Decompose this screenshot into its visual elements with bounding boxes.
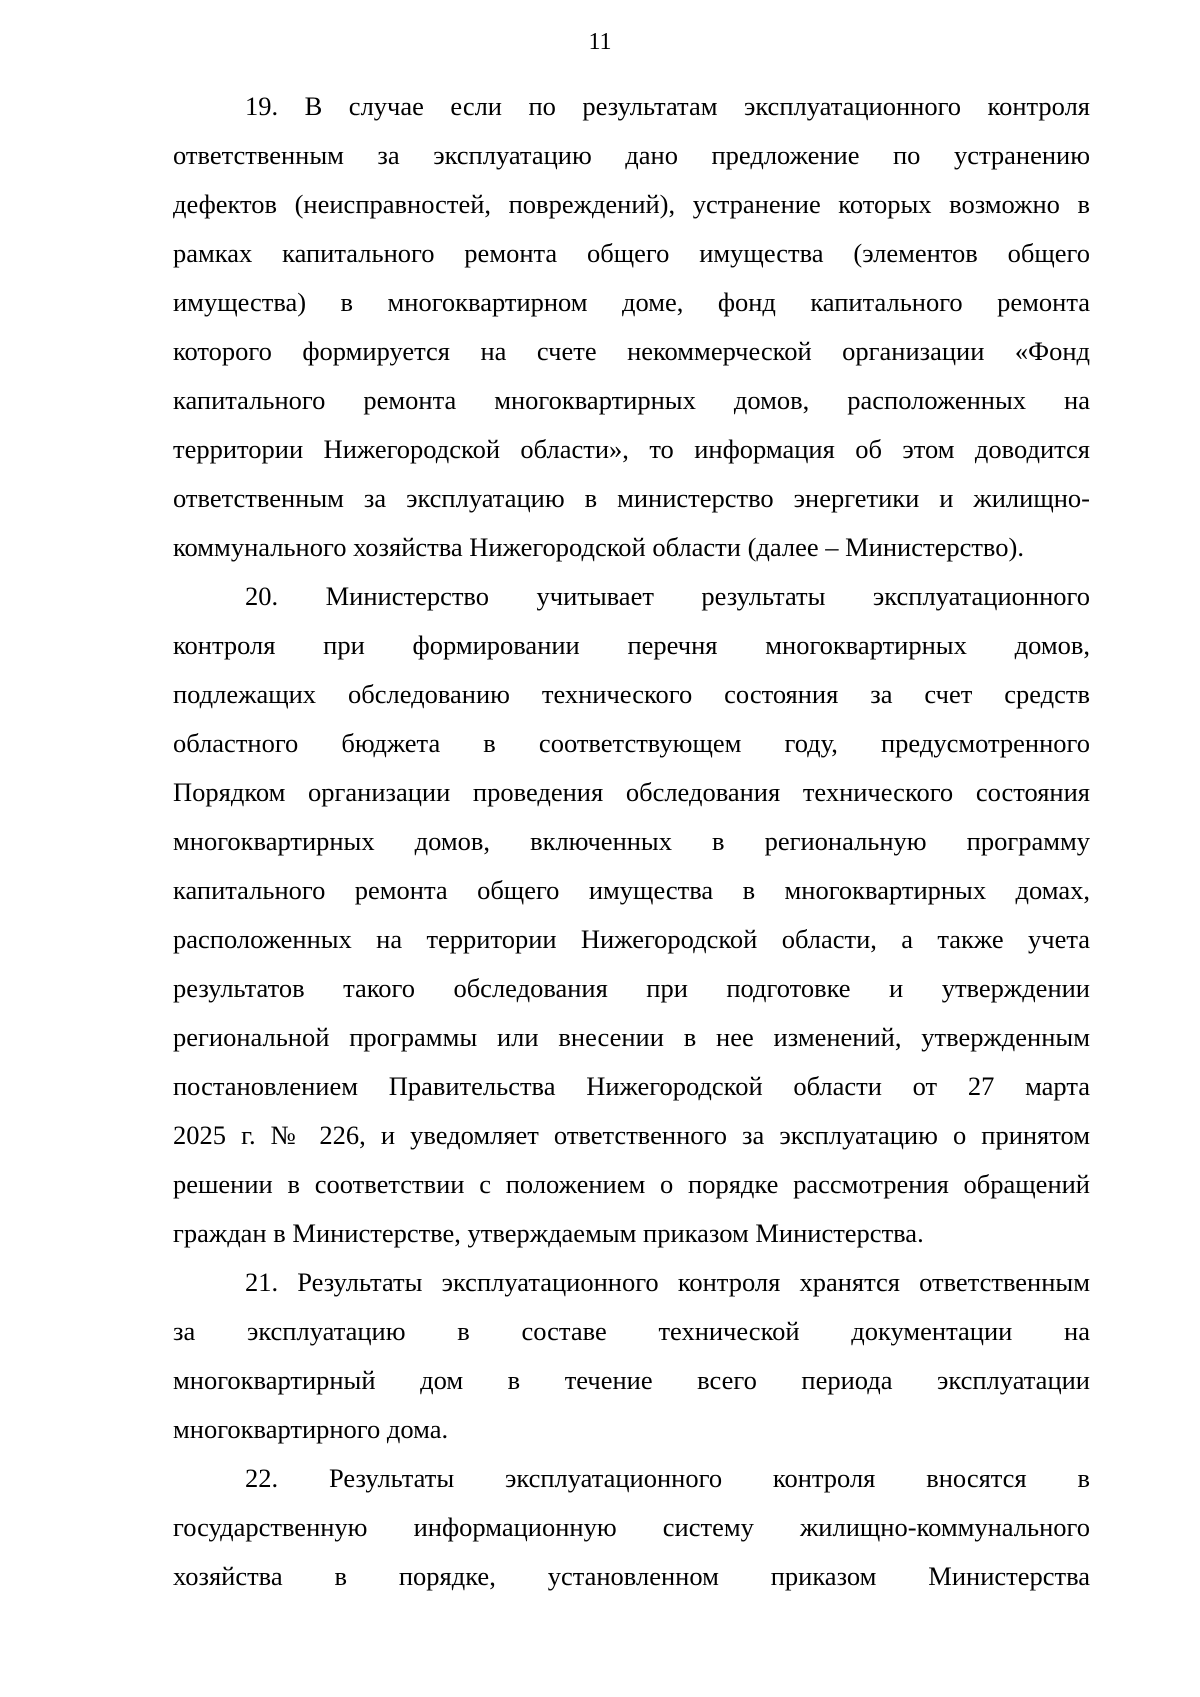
text-line: результатов такого обследования при подготовке и утверждении: [173, 973, 1090, 1003]
text-line: капитального ремонта многоквартирных домов, расположенных на: [173, 385, 1090, 415]
text-line: областного бюджета в соответствующем году, предусмотренного: [173, 728, 1090, 758]
text-line: хозяйства в порядке, установленном приказом Министерства: [173, 1561, 1090, 1591]
paragraph-20: [173, 572, 1090, 1258]
text-line: дефектов (неисправностей, повреждений), устранение которых возможно в: [173, 189, 1090, 219]
text-line: коммунального хозяйства Нижегородской области (далее – Министерство).: [173, 532, 1024, 562]
text-line: расположенных на территории Нижегородской области, а также учета: [173, 924, 1090, 954]
text-line: многоквартирного дома.: [173, 1414, 449, 1444]
text-line: имущества) в многоквартирном доме, фонд капитального ремонта: [173, 287, 1090, 317]
text-line: Порядком организации проведения обследования технического состояния: [173, 777, 1090, 807]
paragraph-21: [173, 1258, 1090, 1454]
text-line: рамках капитального ремонта общего имущества (элементов общего: [173, 238, 1090, 268]
text-line: постановлением Правительства Нижегородской области от 27 марта: [173, 1071, 1090, 1101]
text-line: граждан в Министерстве, утверждаемым приказом Министерства.: [173, 1218, 924, 1248]
text-line: 19. В случае если по результатам эксплуатационного контроля: [245, 91, 1090, 121]
document-body: [173, 82, 1090, 1601]
text-line: ответственным за эксплуатацию дано предложение по устранению: [173, 140, 1090, 170]
text-line: 21. Результаты эксплуатационного контроля хранятся ответственным: [245, 1267, 1090, 1297]
text-line: многоквартирных домов, включенных в региональную программу: [173, 826, 1090, 856]
text-line: капитального ремонта общего имущества в многоквартирных домах,: [173, 875, 1090, 905]
text-line: контроля при формировании перечня многоквартирных домов,: [173, 630, 1090, 660]
text-line: которого формируется на счете некоммерческой организации «Фонд: [173, 336, 1090, 366]
text-line: ответственным за эксплуатацию в министерство энергетики и жилищно-: [173, 483, 1090, 513]
text-line: многоквартирный дом в течение всего периода эксплуатации: [173, 1365, 1090, 1395]
text-line: подлежащих обследованию технического состояния за счет средств: [173, 679, 1090, 709]
page-number: 11: [588, 29, 612, 55]
paragraph-22: [173, 1454, 1090, 1601]
text-line: 20. Министерство учитывает результаты эксплуатационного: [245, 581, 1090, 611]
text-line: региональной программы или внесении в нее изменений, утвержденным: [173, 1022, 1090, 1052]
paragraph-19: [173, 82, 1090, 572]
text-line: 2025 г. № 226, и уведомляет ответственного за эксплуатацию о принятом: [173, 1120, 1090, 1150]
text-line: решении в соответствии с положением о порядке рассмотрения обращений: [173, 1169, 1090, 1199]
text-line: 22. Результаты эксплуатационного контроля вносятся в: [245, 1463, 1090, 1493]
text-line: за эксплуатацию в составе технической документации на: [173, 1316, 1090, 1346]
text-line: территории Нижегородской области», то информация об этом доводится: [173, 434, 1090, 464]
text-line: государственную информационную систему жилищно-коммунального: [173, 1512, 1090, 1542]
